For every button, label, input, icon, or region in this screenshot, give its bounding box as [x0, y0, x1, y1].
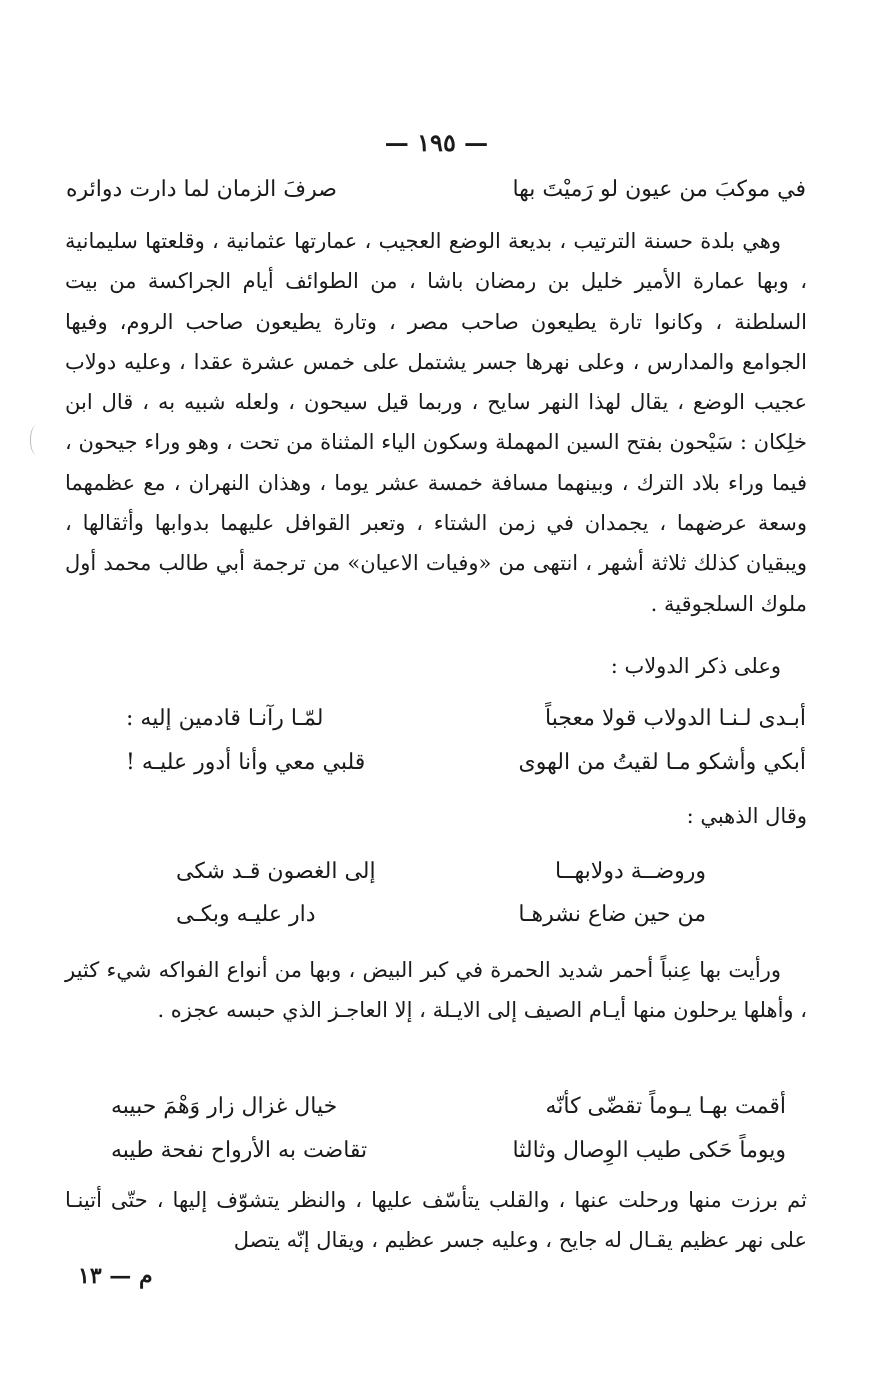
verse-second-hemistich: دار عليـه وبكـى [176, 902, 316, 927]
verse-second-hemistich: لمّـا رآنـا قادمين إليه : [126, 706, 324, 731]
paragraph-text: وعلى ذكر الدولاب : [610, 654, 781, 678]
paragraph-dhahabi-intro [65, 796, 807, 836]
signature-mark: م — ١٣ [78, 1263, 153, 1289]
verse-line-2 [66, 697, 806, 741]
verse-first-hemistich: من حين ضاع نشرهـا [518, 902, 706, 927]
verse-second-hemistich: قلبي معي وأنا أدور عليـه ! [126, 750, 366, 775]
verse-second-hemistich: تقاضت به الأرواح نفحة طيبه [111, 1138, 368, 1163]
paragraph-text: ورأيت بها عِنباً أحمر شديد الحمرة في كبر البيض ، وبها من أنواع الفواكه شيء كثير ، وأهلها يرحلون منها أيـام الصيف إلى الايـلة ، إلا العاجـز الذي حبسه عجزه . [65, 958, 807, 1023]
verse-first-hemistich: أبـدى لـنـا الدولاب قولا معجباً [545, 706, 806, 731]
paragraph-departure [65, 1180, 807, 1261]
verse-first-hemistich: أقمت بهـا يـوماً تقضّى كأنّه [545, 1094, 786, 1119]
verse-second-hemistich: خيال غزال زار وَهْمَ حبيبه [111, 1094, 338, 1119]
verse-line-6 [66, 1085, 806, 1129]
verse-line-1 [66, 168, 806, 212]
verse-line-3 [66, 741, 806, 785]
paragraph-text: وهي بلدة حسنة الترتيب ، بديعة الوضع العجيب ، عمارتها عثمانية ، وقلعتها سليمانية ، وبها عمارة الأمير خليل بن رمضان باشا ، من الطوائف أيام الجراكسة من بيت السلطنة ، وكانوا تارة يطيعون صاحب مصر ، وتارة يطيعون صاحب الروم، وفيها الجوامع والمدارس ، وعلى نهرها جسر يشتمل على خمس عشرة عقدا ، وعليه دولاب عجيب الوضع ، يقال لهذا النهر سايح ، وربما قيل سيحون ، ولعله شبيه به ، قال ابن خلِكان : سَيْحون بفتح السين المهملة وسكون الياء المثناة من تحت ، وهو وراء جيحون ، فيما وراء بلاد الترك ، وبينهما مسافة خمسة عشر يوما ، وهذان النهران ، مع عظمهما وسعة عرضهما ، يجمدان في زمن الشتاء ، وتعبر القوافل عليهما بدوابها وأثقالها ، ويبقيان كذلك ثلاثة أشهر ، انتهى من «وفيات الاعيان» من ترجمة أبي طالب محمد أول ملوك السلجوقية . [65, 229, 807, 616]
page-number: — ١٩٥ — [384, 128, 489, 157]
verse-first-hemistich: أبكي وأشكو مـا لقيتُ من الهوى [518, 750, 806, 775]
verse-line-7 [66, 1129, 806, 1173]
verse-second-hemistich: صرفَ الزمان لما دارت دوائره [66, 177, 337, 202]
margin-scan-mark [30, 425, 43, 455]
verse-first-hemistich: ويوماً حَكى طيب الوِصال وثالثا [512, 1138, 786, 1163]
verse-line-5 [66, 893, 806, 937]
paragraph-text: وقال الذهبي : [686, 804, 807, 828]
verse-second-hemistich: إلى الغصون قـد شكى [176, 859, 376, 884]
paragraph-text: ثم برزت منها ورحلت عنها ، والقلب يتأسّف عليها ، والنظر يتشوّف إليها ، حتّى أتينـا على نهر عظيم يقـال له جايح ، وعليه جسر عظيم ، ويقال إنّه يتصل [65, 1188, 807, 1253]
paragraph-waterwheel-intro [65, 646, 807, 686]
verse-first-hemistich: في موكبَ من عيون لو رَميْتَ بها [512, 177, 806, 202]
paragraph-city-description [65, 221, 807, 624]
verse-line-4 [66, 850, 806, 894]
paragraph-grapes [65, 950, 807, 1031]
verse-first-hemistich: وروضــة دولابهــا [554, 859, 706, 884]
